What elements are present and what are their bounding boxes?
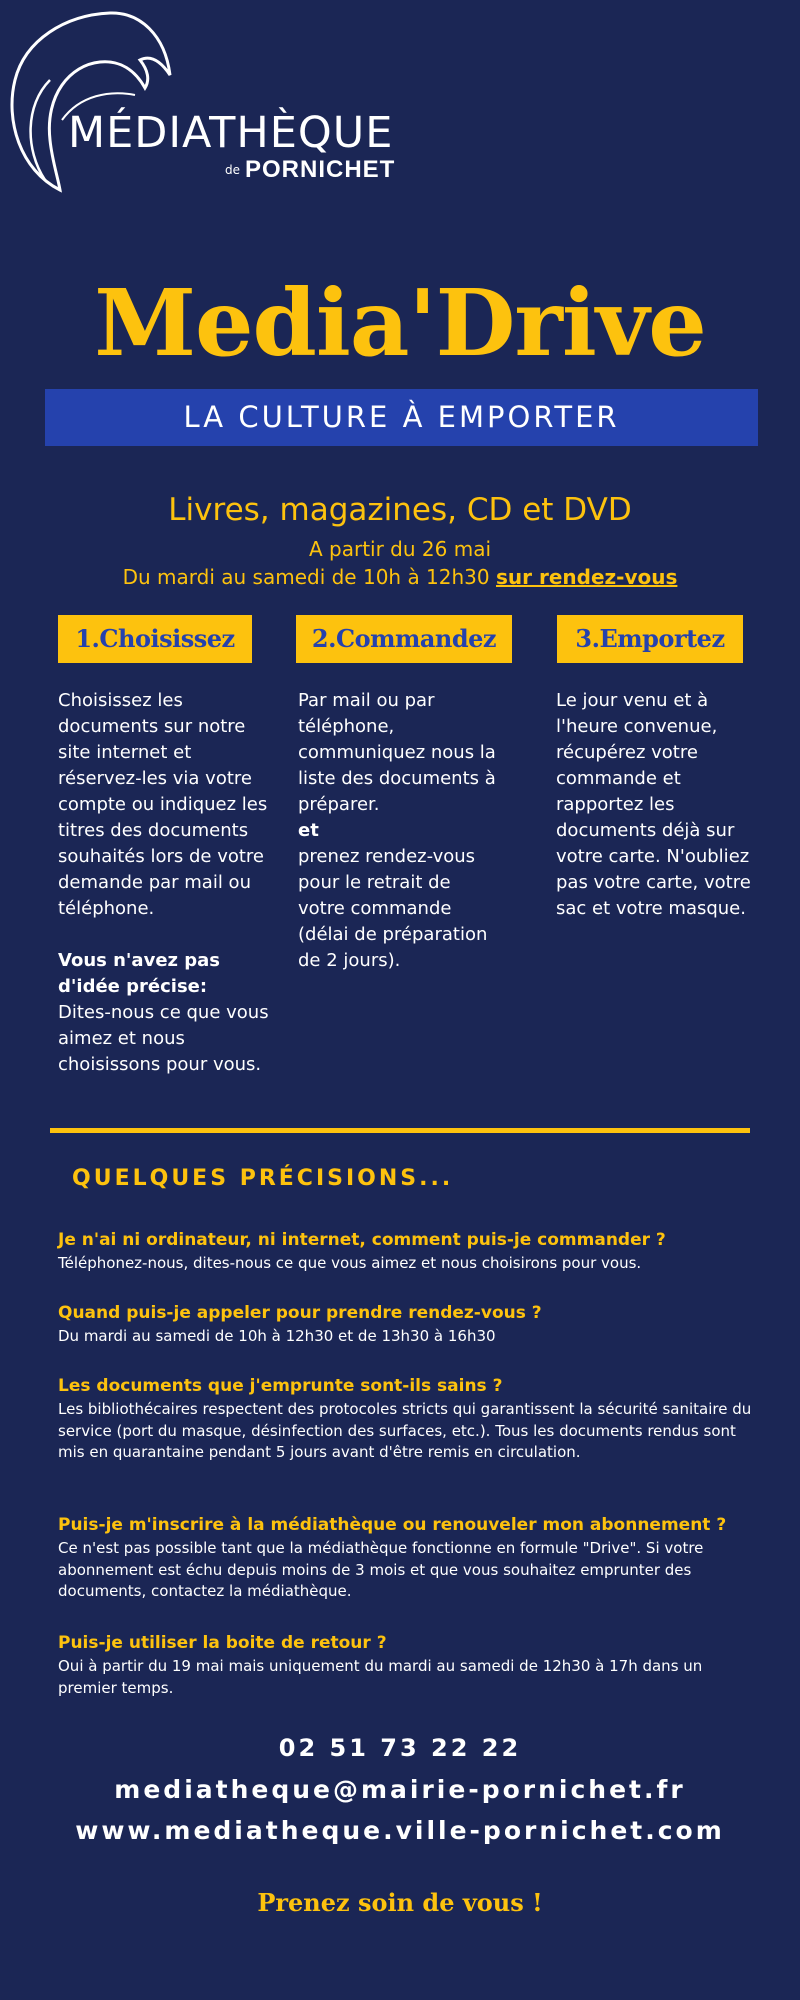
step-order-text: [298, 688, 503, 974]
intro-media-types: Livres, magazines, CD et DVD: [168, 492, 632, 528]
logo-name-main: MÉDIATHÈQUE: [68, 108, 394, 158]
faq-item: [58, 1631, 758, 1699]
contact-email[interactable]: mediatheque@mairie-pornichet.fr: [114, 1775, 686, 1804]
step-choose-line: site internet et: [58, 742, 192, 763]
intro-hours-text: Du mardi au samedi de 10h à 12h30: [122, 565, 490, 589]
step-choose-line: téléphone.: [58, 898, 155, 919]
step-order-and-bold: et: [298, 820, 319, 841]
faq-item: [58, 1513, 758, 1603]
faq-question: Les documents que j'emprunte sont-ils sains ?: [58, 1376, 503, 1396]
contact-phone[interactable]: 02 51 73 22 22: [278, 1734, 522, 1762]
step-pickup-label: 3.Emportez: [557, 615, 743, 663]
appointment-link[interactable]: sur rendez-vous: [496, 565, 678, 589]
step-choose-line: titres des documents: [58, 820, 249, 841]
no-idea-bold: Vous n'avez pas d'idée précise:: [58, 950, 221, 997]
step-order-and: [298, 818, 503, 844]
faq-answer: Téléphonez-nous, dites-nous ce que vous aimez et nous choisirons pour vous.: [58, 1254, 642, 1272]
intro-start-date: A partir du 26 mai: [308, 537, 492, 561]
faq-answer: Ce n'est pas possible tant que la médiathèque fonctionne en formule "Drive". Si votre abonnement est échu depuis moins de 3 mois et que vous souhaitez emprunter des documents, contactez la médiathèque.: [58, 1539, 704, 1600]
faq-answer: Les bibliothécaires respectent des protocoles stricts qui garantissent la sécurité sanitaire du service (port du masque, désinfection des surfaces, etc.). Tous les documents rendus sont mis en quarantaine pendant 5 jours avant d'être remis en circulation.: [58, 1400, 752, 1461]
intro-hours: [0, 563, 800, 591]
logo-name-city: PORNICHET: [245, 156, 396, 183]
logo-name-de: de: [225, 163, 240, 177]
faq-question: Puis-je m'inscrire à la médiathèque ou renouveler mon abonnement ?: [58, 1515, 727, 1535]
step-choose-line: Choisissez les: [58, 690, 183, 711]
faq-item: [58, 1374, 758, 1464]
faq-question: Je n'ai ni ordinateur, ni internet, comment puis-je commander ?: [58, 1230, 666, 1250]
faq-answer: Du mardi au samedi de 10h à 12h30 et de 13h30 à 16h30: [58, 1327, 496, 1345]
faq-question: Puis-je utiliser la boite de retour ?: [58, 1633, 387, 1653]
step-pickup-text: [556, 688, 756, 922]
faq-answer: Oui à partir du 19 mai mais uniquement du mardi au samedi de 12h30 à 17h dans un premier temps.: [58, 1657, 703, 1697]
step-choose-line: souhaités lors de votre: [58, 846, 265, 867]
precisions-heading: QUELQUES PRÉCISIONS...: [72, 1166, 454, 1191]
step-pickup-body: Le jour venu et à l'heure convenue, récupérez votre commande et rapportez les documents déjà sur votre carte. N'oubliez pas votre carte, votre sac et votre masque.: [556, 690, 751, 919]
step-choose-line: réservez-les via votre: [58, 768, 252, 789]
contact-website[interactable]: www.mediatheque.ville-pornichet.com: [75, 1816, 725, 1845]
faq-question: Quand puis-je appeler pour prendre rendez-vous ?: [58, 1303, 542, 1323]
step-choose-text: [58, 688, 273, 1078]
faq-item: [58, 1301, 758, 1348]
step-order-text-a: Par mail ou par téléphone, communiquez nous la liste des documents à préparer.: [298, 690, 496, 815]
step-choose-line: compte ou indiquez les: [58, 794, 268, 815]
step-choose-line: demande par mail ou: [58, 872, 251, 893]
faq-item: [58, 1228, 758, 1275]
library-logo: [0, 0, 420, 200]
tagline-banner: LA CULTURE À EMPORTER: [45, 389, 758, 446]
no-idea-heading: [58, 948, 273, 1000]
no-idea-text: Dites-nous ce que vous aimez et nous choisissons pour vous.: [58, 1002, 269, 1075]
step-order-text-b: prenez rendez-vous pour le retrait de votre commande (délai de préparation de 2 jours).: [298, 846, 488, 971]
step-order-label: 2.Commandez: [296, 615, 512, 663]
section-divider: [50, 1128, 750, 1133]
dolphin-icon: [0, 0, 200, 200]
step-choose-line: documents sur notre: [58, 716, 246, 737]
page-title: Media'Drive: [94, 269, 706, 377]
step-choose-label: 1.Choisissez: [58, 615, 252, 663]
closing-message: Prenez soin de vous !: [257, 1888, 543, 1917]
